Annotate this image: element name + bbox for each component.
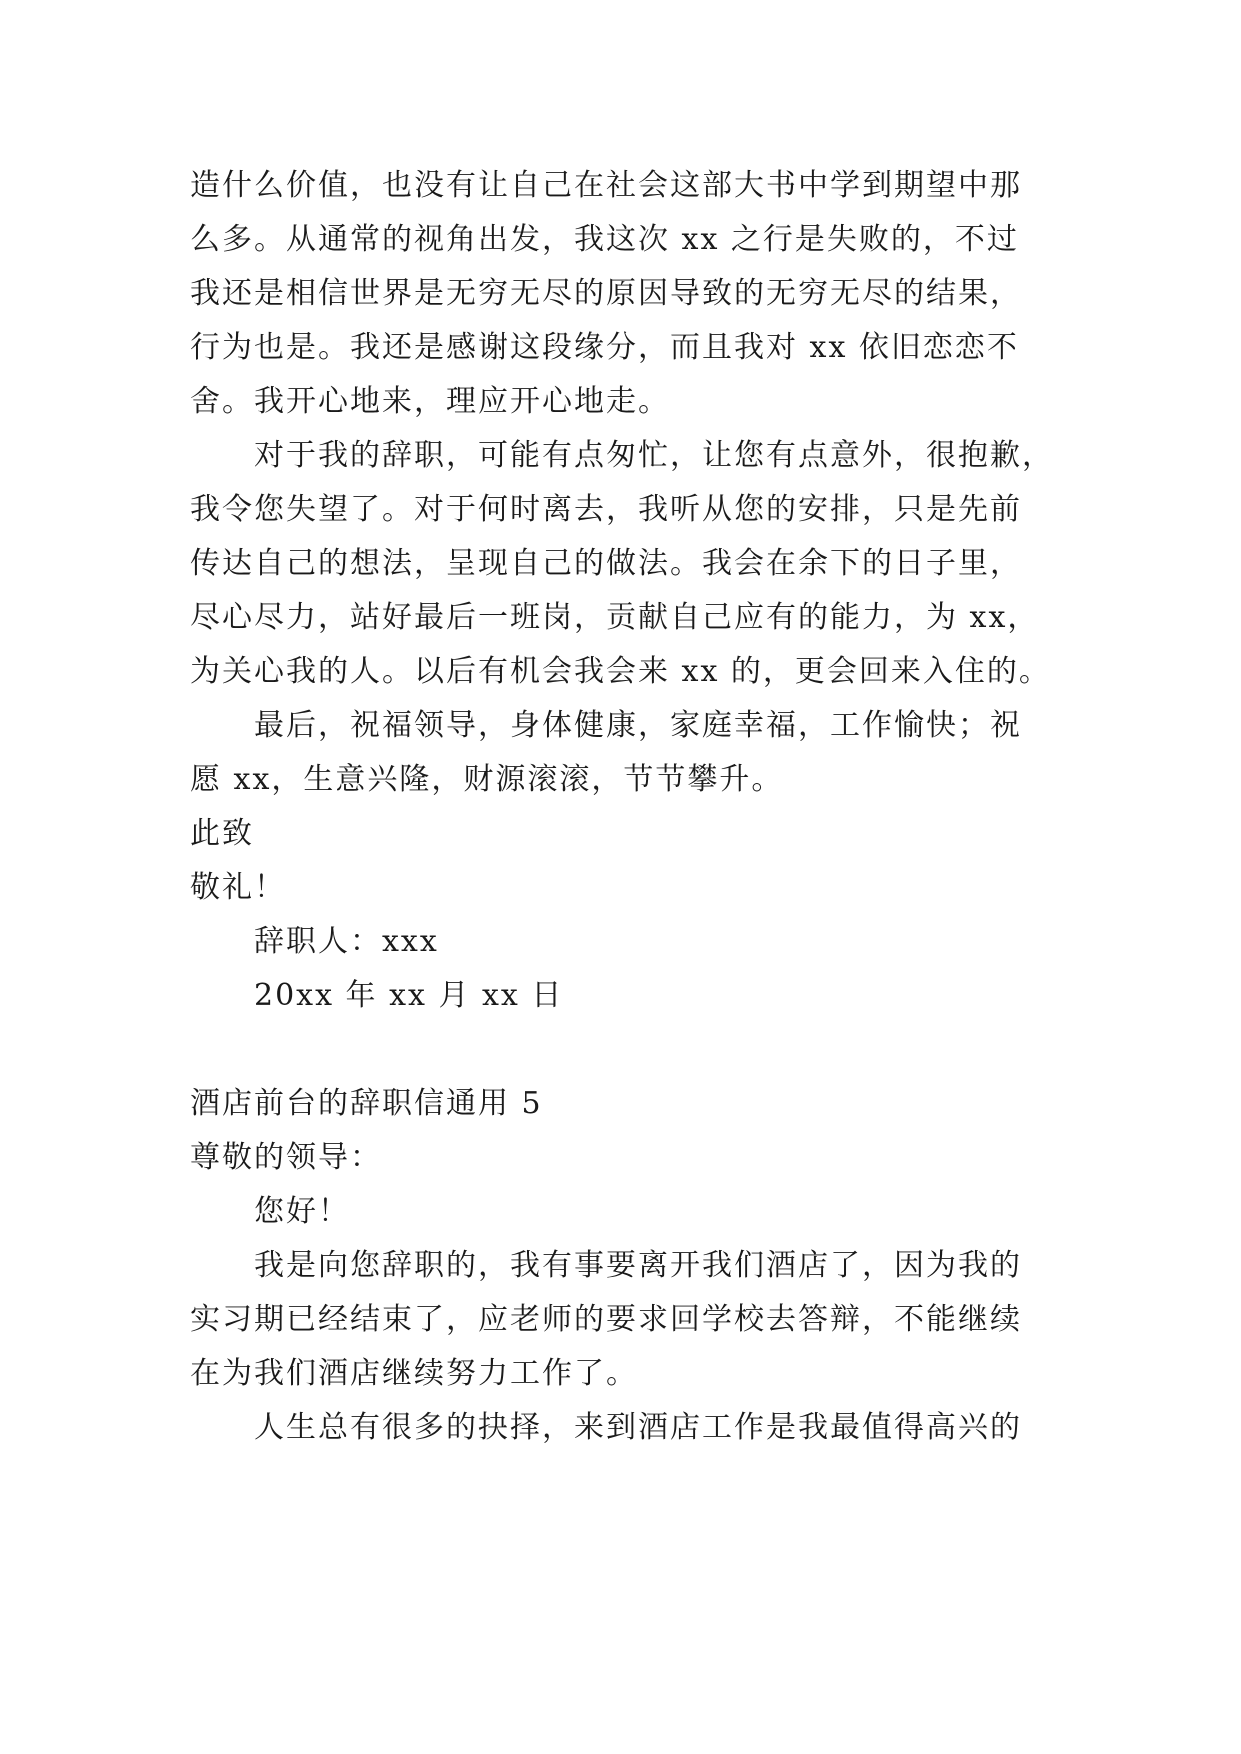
paragraph-line: 尽心尽力，站好最后一班岗，贡献自己应有的能力，为 xx，	[190, 600, 1040, 635]
paragraph-line: 为关心我的人。以后有机会我会来 xx 的，更会回来入住的。	[190, 654, 1051, 689]
paragraph-line: 我令您失望了。对于何时离去，我听从您的安排，只是先前	[190, 492, 1022, 527]
paragraph-line: 么多。从通常的视角出发，我这次 xx 之行是失败的，不过	[190, 222, 1019, 257]
paragraph-line: 行为也是。我还是感谢这段缘分，而且我对 xx 依旧恋恋不	[190, 330, 1019, 365]
greeting-text: 您好！	[254, 1194, 350, 1229]
closing-text: 此致	[190, 816, 254, 851]
paragraph-line: 对于我的辞职，可能有点匆忙，让您有点意外，很抱歉，	[254, 438, 1054, 473]
date-text: 20xx 年 xx 月 xx 日	[254, 978, 564, 1013]
paragraph-line: 最后，祝福领导，身体健康，家庭幸福，工作愉快；祝	[254, 708, 1022, 743]
paragraph-line: 实习期已经结束了，应老师的要求回学校去答辩，不能继续	[190, 1302, 1022, 1337]
signature-text: 辞职人：xxx	[254, 924, 439, 959]
paragraph-line: 人生总有很多的抉择，来到酒店工作是我最值得高兴的	[254, 1410, 1022, 1445]
paragraph-line: 舍。我开心地来，理应开心地走。	[190, 384, 670, 419]
paragraph-line: 我是向您辞职的，我有事要离开我们酒店了，因为我的	[254, 1248, 1022, 1283]
paragraph-line: 造什么价值，也没有让自己在社会这部大书中学到期望中那	[190, 168, 1022, 203]
section-title: 酒店前台的辞职信通用 5	[190, 1086, 543, 1121]
paragraph-line: 愿 xx，生意兴隆，财源滚滚，节节攀升。	[190, 762, 784, 797]
paragraph-line: 在为我们酒店继续努力工作了。	[190, 1356, 638, 1391]
paragraph-line: 传达自己的想法，呈现自己的做法。我会在余下的日子里，	[190, 546, 1022, 581]
closing-text: 敬礼！	[190, 870, 286, 905]
paragraph-line: 我还是相信世界是无穷无尽的原因导致的无穷无尽的结果，	[190, 276, 1022, 311]
salutation-text: 尊敬的领导：	[190, 1140, 382, 1175]
